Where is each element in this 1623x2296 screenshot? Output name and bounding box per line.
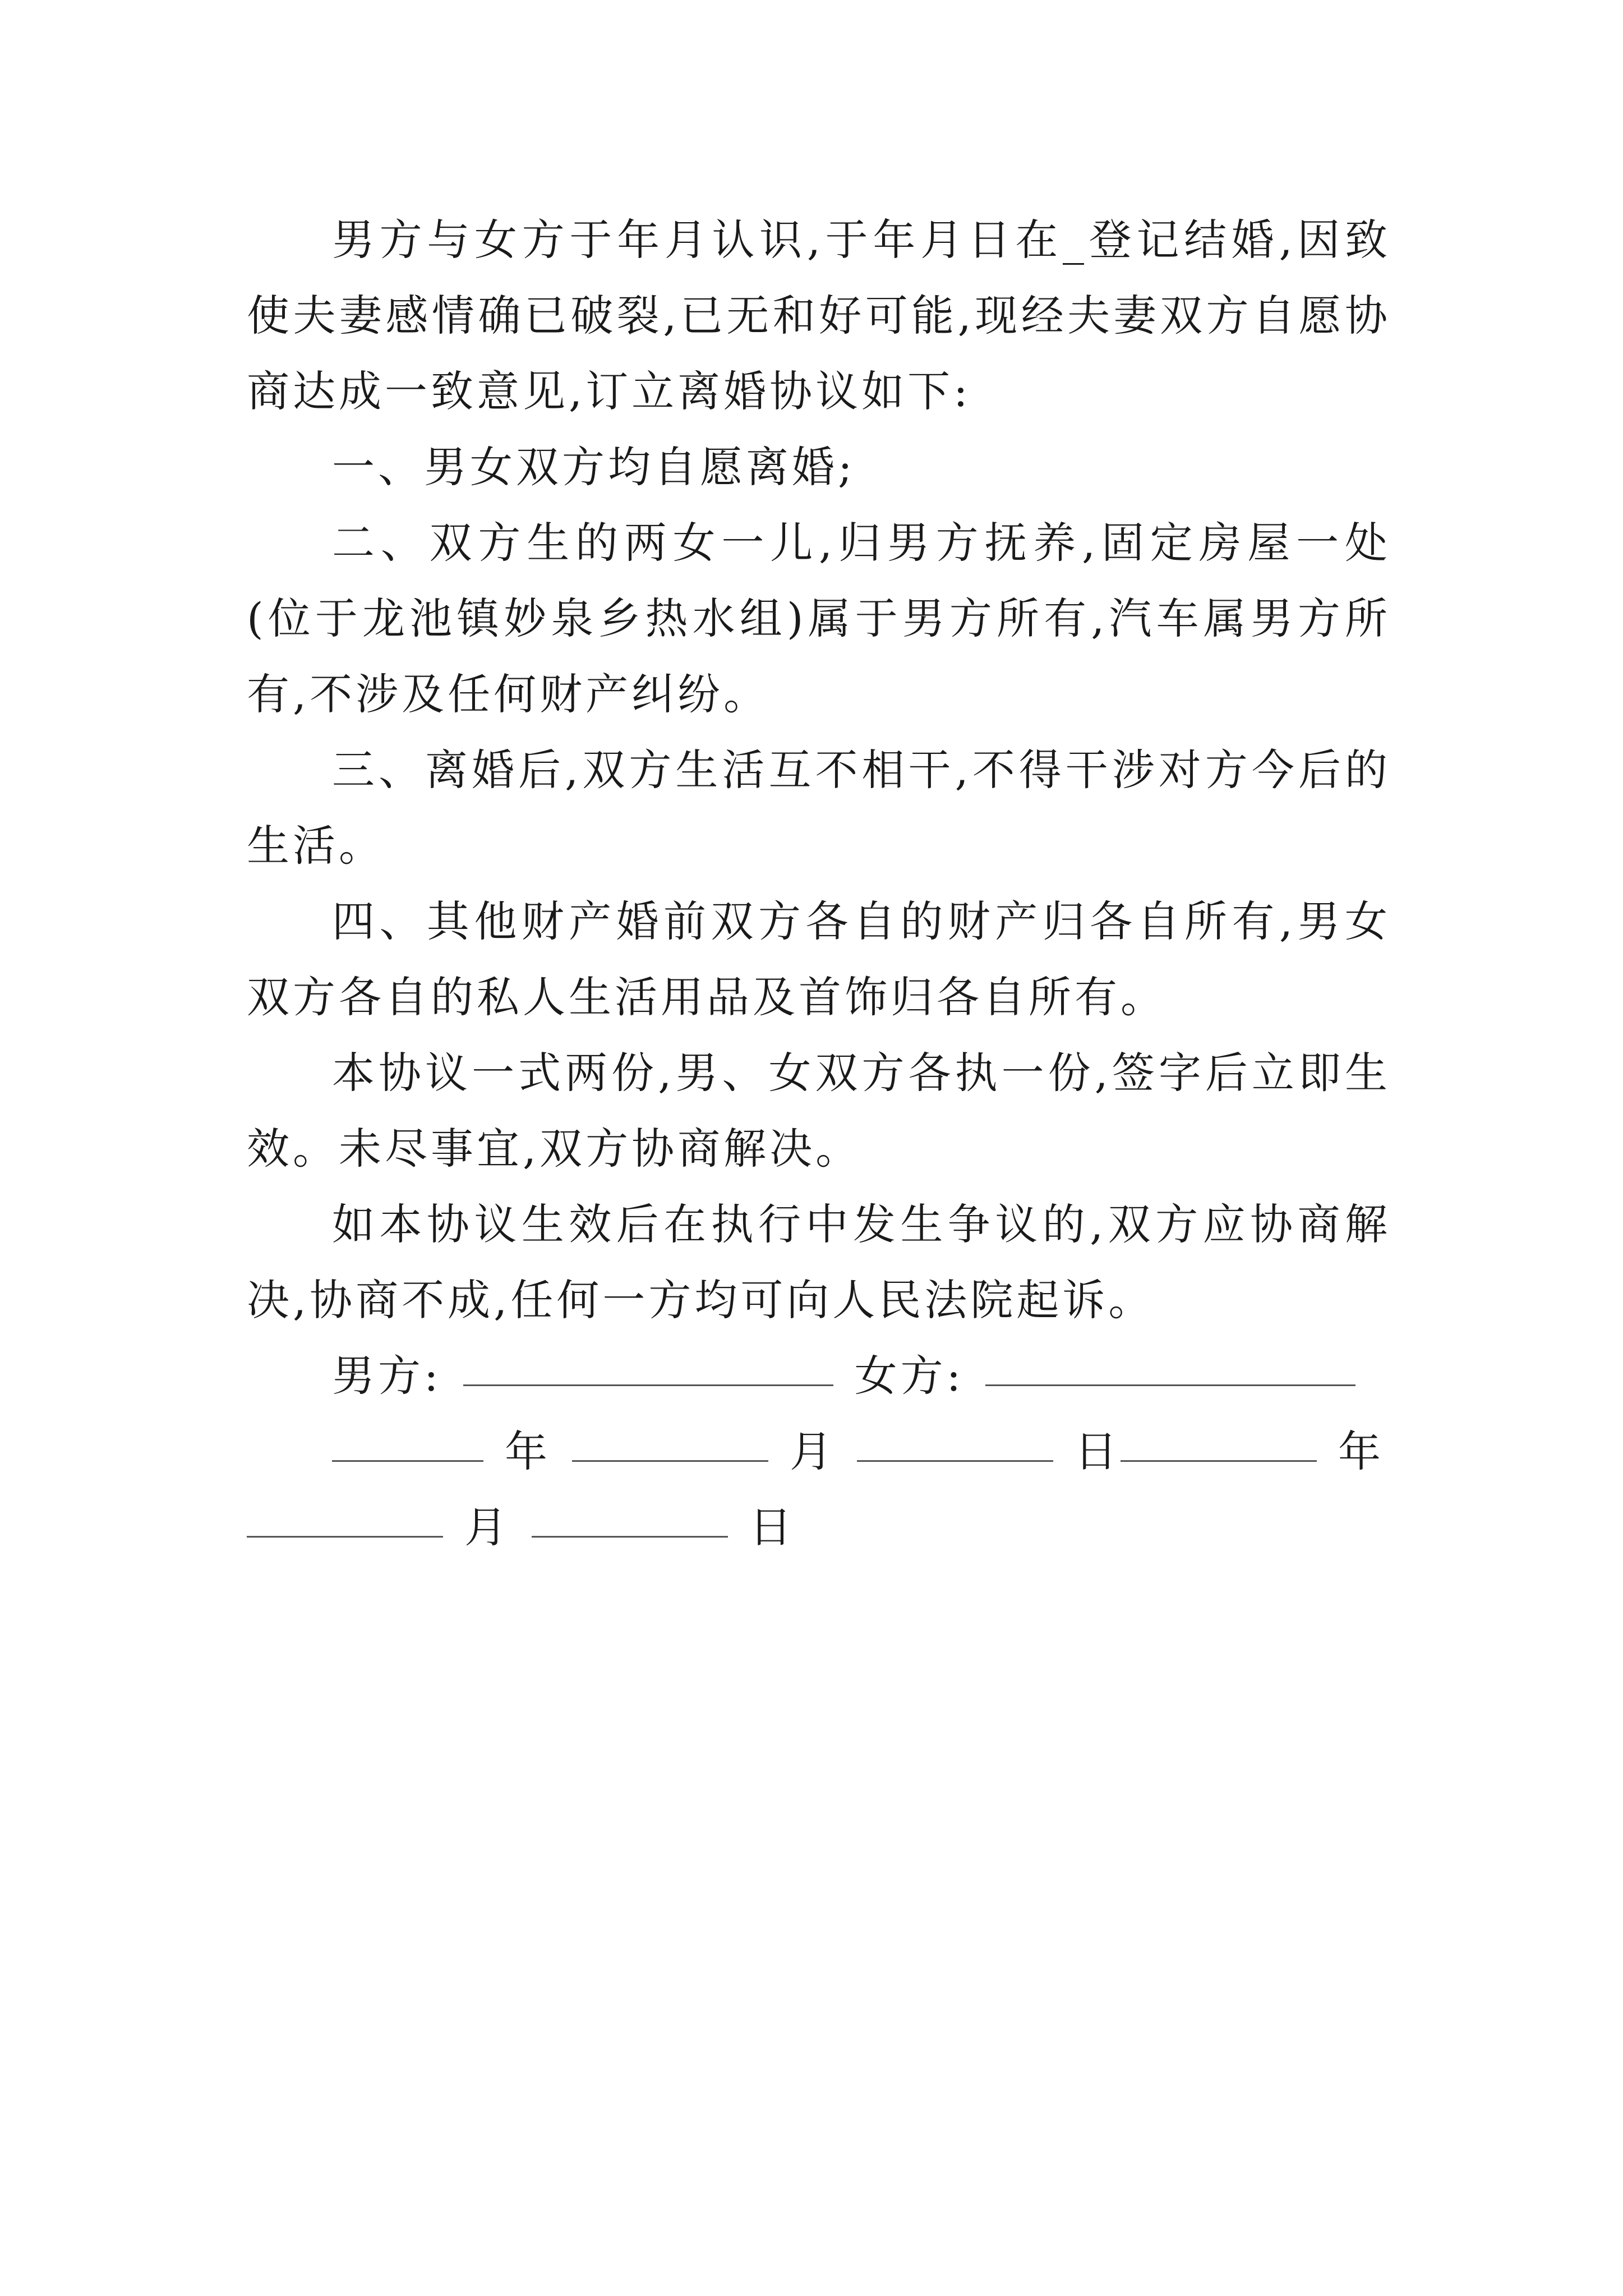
- male-day-blank: [857, 1421, 1053, 1462]
- document-page: [247, 202, 1391, 1565]
- male-day-label: 日: [1075, 1427, 1121, 1476]
- paragraph-clause-3: 三、离婚后,双方生活互不相干,不得干涉对方今后的生活。: [247, 745, 1391, 871]
- female-signature-blank: [985, 1345, 1355, 1386]
- date-line-1: [247, 1414, 1391, 1489]
- female-year-blank: [1121, 1421, 1317, 1462]
- female-day-blank: [532, 1497, 728, 1538]
- paragraph-copies: 本协议一式两份,男、女双方各执一份,签字后立即生效。未尽事宜,双方协商解决。: [247, 1048, 1391, 1174]
- female-month-label: 月: [464, 1502, 510, 1552]
- male-year-label: 年: [505, 1427, 551, 1476]
- paragraph-clause-2: 二、双方生的两女一儿,归男方抚养,固定房屋一处(位于龙池镇妙泉乡热水组)属于男方所有,汽车属男方所有,不涉及任何财产纠纷。: [247, 518, 1391, 719]
- paragraph-intro: 男方与女方于年月认识,于年月日在_登记结婚,因致使夫妻感情确已破裂,已无和好可能,现经夫妻双方自愿协商达成一致意见,订立离婚协议如下:: [247, 215, 1391, 416]
- male-signature-blank: [463, 1345, 833, 1386]
- male-year-blank: [332, 1421, 483, 1462]
- male-month-label: 月: [790, 1427, 836, 1476]
- paragraph-clause-1: 一、男女双方均自愿离婚;: [332, 442, 856, 492]
- female-day-label: 日: [749, 1502, 795, 1552]
- signature-line: [247, 1338, 1391, 1414]
- male-month-blank: [572, 1421, 768, 1462]
- paragraph-dispute: 如本协议生效后在执行中发生争议的,双方应协商解决,协商不成,任何一方均可向人民法院起诉。: [247, 1199, 1391, 1325]
- female-year-label: 年: [1338, 1427, 1384, 1476]
- date-line-2: [247, 1489, 1391, 1565]
- female-signature-label: 女方:: [854, 1351, 965, 1401]
- male-signature-label: 男方:: [332, 1351, 442, 1401]
- female-month-blank: [247, 1497, 443, 1538]
- paragraph-clause-4: 四、其他财产婚前双方各自的财产归各自所有,男女双方各自的私人生活用品及首饰归各自所有。: [247, 896, 1391, 1022]
